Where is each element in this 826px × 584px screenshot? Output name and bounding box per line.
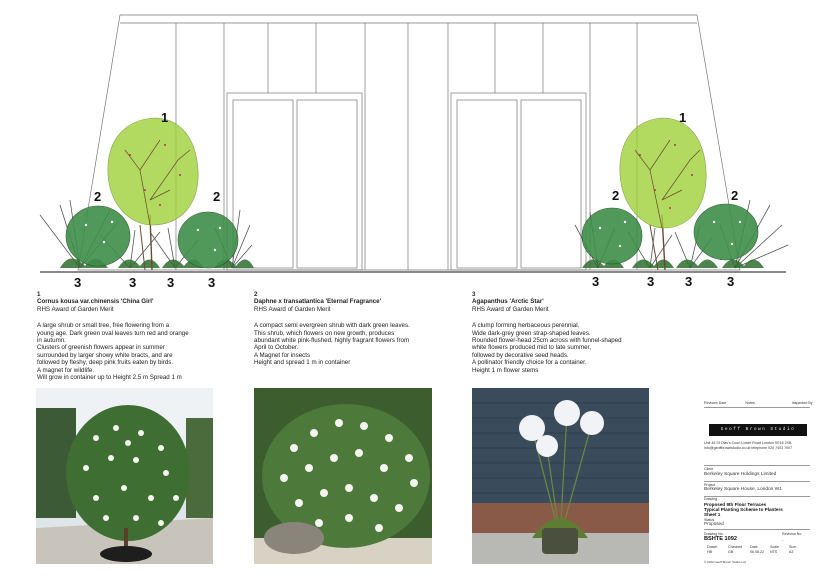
label-agapanthus-left-1: 3 xyxy=(74,275,82,290)
studio-address: Unit 45 St Olav's Court Lower Road London SE16 2XB xyxy=(704,441,792,445)
desc-line: Height and spread 1 m in container xyxy=(254,359,351,367)
meta-label-date: Date xyxy=(750,545,758,549)
copyright: © 2022 Geoff Brown Studio Ltd xyxy=(704,560,746,564)
plant-description-agapanthus xyxy=(472,291,672,374)
drawing-title-3: Sheet 1 xyxy=(704,512,721,517)
divider xyxy=(704,529,810,530)
desc-line: April to October. xyxy=(254,344,299,352)
drawing-label: Drawing xyxy=(704,497,718,501)
revision-no-value: - xyxy=(782,538,784,542)
desc-line: young age. Dark green oval leaves turn red and orange xyxy=(37,329,189,337)
drawing-no-label: Drawing No xyxy=(704,532,723,536)
drawing-no-value: BSHTE 1092 xyxy=(704,536,737,542)
revision-header-inspected: Inspected By xyxy=(791,401,813,405)
plant-award: RHS Award of Garden Merit xyxy=(254,305,331,313)
planting-group-right xyxy=(575,118,788,270)
divider xyxy=(704,481,810,482)
desc-line: white flowers produced mid to late summer, xyxy=(472,344,591,352)
meta-label-checked: Checked xyxy=(728,545,743,549)
label-agapanthus-right-4: 3 xyxy=(727,274,735,289)
plant-name: Daphne x transatlantica 'Eternal Fragrance' xyxy=(254,298,382,306)
label-cornus-right: 1 xyxy=(679,110,687,125)
planting-group-left xyxy=(40,118,254,270)
plant-desc xyxy=(472,322,672,374)
plant-award: RHS Award of Garden Merit xyxy=(472,305,549,313)
revision-no-label: Revision No xyxy=(782,532,802,536)
status-label: Status xyxy=(704,518,715,522)
desc-line: abundant white pink-flushed, highly fragrant flowers from xyxy=(254,337,410,345)
desc-line: Clusters of greenish flowers appear in summer xyxy=(37,344,165,352)
desc-line: A compact semi evergreen shrub with dark green leaves. xyxy=(254,322,410,330)
label-agapanthus-left-3: 3 xyxy=(167,275,175,290)
plant-number: 2 xyxy=(254,291,258,298)
plant-description-cornus xyxy=(37,291,237,381)
elevation-drawing xyxy=(0,0,826,290)
label-agapanthus-left-4: 3 xyxy=(208,275,216,290)
revision-header-notes: Notes xyxy=(745,401,755,405)
desc-line: Height 1 m flower stems xyxy=(472,366,539,374)
project-value: Berkeley Square House, London W1 xyxy=(704,487,782,492)
client-label: Client xyxy=(704,467,714,471)
project-label: Project xyxy=(704,483,716,487)
desc-line: Rounded flower-head 25cm across with funnel-shaped xyxy=(472,337,622,345)
revision-header xyxy=(704,401,813,405)
photo-cornus xyxy=(36,388,213,564)
label-daphne-left-1: 2 xyxy=(94,189,102,204)
label-daphne-right-1: 2 xyxy=(612,188,620,203)
plant-number: 3 xyxy=(472,291,476,298)
label-agapanthus-right-2: 3 xyxy=(647,274,655,289)
drawing-title-1: Proposed 9th Floor Terraces xyxy=(704,502,767,507)
desc-line: followed by fleshy, deep pink fruits eaten by birds. xyxy=(37,359,174,367)
desc-line: in autumn. xyxy=(37,337,66,345)
desc-line: A Magnet for insects xyxy=(254,351,311,359)
label-daphne-left-2: 2 xyxy=(213,189,221,204)
meta-value-date: 06.08.22 xyxy=(750,550,764,554)
meta-label-scale: Scale xyxy=(770,545,779,549)
divider xyxy=(704,465,810,466)
revision-header-date: Revision Date xyxy=(704,401,727,405)
plant-description-daphne xyxy=(254,291,454,367)
plant-name: Agapanthus 'Arctic Star' xyxy=(472,298,544,306)
label-daphne-right-2: 2 xyxy=(731,188,739,203)
desc-line: surrounded by larger showy white bracts, and are xyxy=(37,351,173,359)
photo-agapanthus xyxy=(472,388,649,564)
studio-contact: info@geoffbrownstudio.co.uk telephone 020 7403 7007 xyxy=(704,446,793,450)
status-value: Proposed xyxy=(704,521,724,526)
label-cornus-left: 1 xyxy=(161,110,169,125)
meta-value-scale: NTS xyxy=(770,550,778,554)
desc-line: A clump forming herbaceous perennial. xyxy=(472,322,580,330)
desc-line: A magnet for wildlife. xyxy=(37,366,95,374)
desc-line: followed by decorative seed heads. xyxy=(472,351,569,359)
meta-value-checked: GB xyxy=(728,550,734,554)
desc-line: A large shrub or small tree, free flowering from a xyxy=(37,322,170,330)
plant-number: 1 xyxy=(37,291,41,298)
desc-line: Will grow in container up to Height 2.5 m Spread 1 m xyxy=(37,374,182,382)
client-value: Berkeley Square Holdings Limited xyxy=(704,472,777,477)
meta-label-drawn: Drawn xyxy=(707,545,718,549)
label-agapanthus-left-2: 3 xyxy=(129,275,137,290)
plant-name: Cornus kousa var.chinensis 'China Girl' xyxy=(37,298,154,306)
plant-award: RHS Award of Garden Merit xyxy=(37,305,114,313)
meta-value-size: A3 xyxy=(789,550,794,554)
drawing-title-2: Typical Planting Scheme to Planters xyxy=(704,507,783,512)
plant-desc xyxy=(254,322,454,366)
meta-label-size: Size xyxy=(789,545,796,549)
photo-daphne xyxy=(254,388,432,564)
studio-logo: Geoff Brown Studio xyxy=(709,424,807,436)
divider xyxy=(704,407,810,408)
desc-line: This shrub, which flowers on new growth, produces xyxy=(254,329,395,337)
label-agapanthus-right-3: 3 xyxy=(685,274,693,289)
desc-line: A pollinator friendly choice for a container. xyxy=(472,359,587,367)
desc-line: Wide dark-grey green strap-shaped leaves. xyxy=(472,329,591,337)
plant-desc xyxy=(37,322,237,381)
divider xyxy=(704,496,810,497)
meta-value-drawn: HB xyxy=(707,550,712,554)
label-agapanthus-right-1: 3 xyxy=(592,274,600,289)
